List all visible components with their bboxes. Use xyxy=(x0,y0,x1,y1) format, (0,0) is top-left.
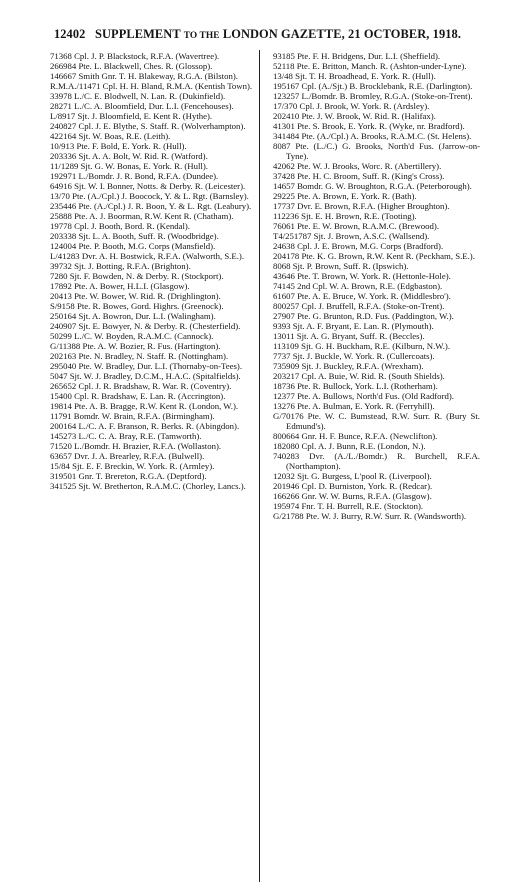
honour-entry: 146667 Smith Gnr. T. H. Blakeway, R.G.A. (Bilston). xyxy=(50,71,238,81)
honour-entry: 341525 Sjt. W. Bretherton, R.A.M.C. (Chorley, Lancs.). xyxy=(50,481,246,491)
honour-entry: 112236 Sjt. E. H. Brown, R.E. (Tooting). xyxy=(273,211,417,221)
honour-entry: 5047 Sjt. W. J. Bradley, D.C.M., H.A.C. (Spitalfields). xyxy=(50,371,241,381)
honour-entry: 800664 Gnr. H. F. Bunce, R.F.A. (Newclifton). xyxy=(273,431,438,441)
honour-entry: 240827 Cpl. J. E. Blythe, S. Staff. R. (Wolverhampton). xyxy=(50,121,246,131)
honour-entry: 735909 Sjt. J. Buckley, R.F.A. (Wrexham). xyxy=(273,361,424,371)
honour-entry: 93185 Pte. F. H. Bridgens, Dur. L.I. (Sheffield). xyxy=(273,51,441,61)
column-divider xyxy=(259,50,260,882)
honour-entry: 202410 Pte. J. W. Brook, W. Rid. R. (Halifax). xyxy=(273,111,436,121)
honour-entry: 13/70 Pte. (A./Cpl.) J. Boocock, Y. & L. Rgt. (Barnsley). xyxy=(50,191,249,201)
honour-entry: 19778 Cpl. J. Booth, Bord. R. (Kendal). xyxy=(50,221,190,231)
honour-entry: 12032 Sjt. G. Burgess, L'pool R. (Liverpool). xyxy=(273,471,432,481)
honour-entry: 27907 Pte. G. Brunton, R.D. Fus. (Paddington, W.). xyxy=(273,311,454,321)
honour-entry: 8068 Sjt. P. Brown, Suff. R. (Ipswich). xyxy=(273,261,409,271)
honour-entry: 200164 L./C. A. F. Branson, R. Berks. R. (Abingdon). xyxy=(50,421,240,431)
honour-entry: L/41283 Dvr. A. H. Bostwick, R.F.A. (Walworth, S.E.). xyxy=(50,251,245,261)
honour-entry: 61607 Pte. A. E. Bruce, W. York. R. (Middlesbro'). xyxy=(273,291,451,301)
honour-entry: 29225 Pte. A. Brown, E. York. R. (Bath). xyxy=(273,191,417,201)
honour-entry: 235446 Pte. (A./Cpl.) J. R. Boon, Y. & L. Rgt. (Leabury). xyxy=(50,201,252,211)
honour-entry: 50299 L./C. W. Boyden, R.A.M.C. (Cannock). xyxy=(50,331,214,341)
honour-entry: 7737 Sjt. J. Buckle, W. York. R. (Cullercoats). xyxy=(273,351,435,361)
header-title-part2: TO THE xyxy=(183,31,220,41)
honour-entry: 8087 Pte. (L./C.) G. Brooks, North'd Fus. (Jarrow-on-Tyne). xyxy=(273,141,480,161)
honour-entry: 17737 Dvr. E. Brown, R.F.A. (Higher Broughton). xyxy=(273,201,450,211)
honour-entry: 203336 Sjt. A. A. Bolt, W. Rid. R. (Watford). xyxy=(50,151,208,161)
honour-entry: 800257 Cpl. J. Bruffell, R.F.A. (Stoke-on-Trent). xyxy=(273,301,445,311)
honour-entry: 17892 Pte. A. Bower, H.L.I. (Glasgow). xyxy=(50,281,190,291)
honour-entry: 37428 Pte. H. C. Broom, Suff. R. (King's Cross). xyxy=(273,171,445,181)
honour-entry: 240907 Sjt. E. Bowyer, N. & Derby. R. (Chesterfield). xyxy=(50,321,241,331)
page-number: 12402 xyxy=(53,27,86,41)
honour-entry: 13/48 Sjt. T. H. Broadhead, E. York. R. (Hull). xyxy=(273,71,436,81)
honour-entry: 10/913 Pte. F. Bold, E. York. R. (Hull). xyxy=(50,141,187,151)
honour-entry: 19814 Pte. A. B. Bragge, R.W. Kent R. (London, W.). xyxy=(50,401,239,411)
honour-entry: 28271 L./C. A. Bloomfield, Dur. L.I. (Fencehouses). xyxy=(50,101,234,111)
honour-entry: 24638 Cpl. J. E. Brown, M.G. Corps (Bradford). xyxy=(273,241,444,251)
honour-entry: 41301 Pte. S. Brook, E. York. R. (Wyke, nr. Bradford). xyxy=(273,121,465,131)
honour-entry: 123257 L./Bomdr. B. Bromley, R.G.A. (Stoke-on-Trent). xyxy=(273,91,473,101)
left-column xyxy=(50,51,255,491)
header-title-part1: SUPPLEMENT xyxy=(95,27,181,41)
honour-entry: 42062 Pte. W. J. Brooks, Worc. R. (Abertillery). xyxy=(273,161,442,171)
honour-entry: 195974 Fnr. T. H. Burrell, R.E. (Stockton). xyxy=(273,501,424,511)
honour-entry: S/9158 Pte. R. Bowes, Gord. Highrs. (Greenock). xyxy=(50,301,224,311)
honour-entry: 319501 Gnr. T. Brereton, R.G.A. (Deptford). xyxy=(50,471,207,481)
honour-entry: 250164 Sjt. A. Bowron, Dur. L.I. (Walingham). xyxy=(50,311,216,321)
honour-entry: 11791 Bomdr. W. Brain, R.F.A. (Birmingham). xyxy=(50,411,215,421)
honour-entry: 71520 L./Bomdr. H. Brazier, R.F.A. (Wollaston). xyxy=(50,441,222,451)
honour-entry: 201946 Cpl. D. Burniston, York. R. (Redcar). xyxy=(273,481,433,491)
honour-entry: 166266 Gnr. W. W. Burns, R.F.A. (Glasgow). xyxy=(273,491,432,501)
honour-entry: 265652 Cpl. J. R. Bradshaw, R. War. R. (Coventry). xyxy=(50,381,232,391)
honour-entry: 52118 Pte. E. Britton, Manch. R. (Ashton-under-Lyne). xyxy=(273,61,467,71)
honour-entry: 64916 Sjt. W. I. Bonner, Notts. & Derby. R. (Leicester). xyxy=(50,181,246,191)
honour-entry: G/21788 Pte. W. J. Burry, R.W. Surr. R. (Wandsworth). xyxy=(273,511,467,521)
honour-entry: 74145 2nd Cpl. W. A. Brown, R.E. (Edgbaston). xyxy=(273,281,443,291)
honour-entry: 15/84 Sjt. E. F. Breckin, W. York. R. (Armley). xyxy=(50,461,215,471)
honour-entry: 203338 Sjt. L. A. Booth, Suff. R. (Woodbridge). xyxy=(50,231,219,241)
honour-entry: 12377 Pte. A. Bullows, North'd Fus. (Old Radford). xyxy=(273,391,454,401)
honour-entry: 195167 Cpl. (A./Sjt.) B. Brocklebank, R.E. (Darlington). xyxy=(273,81,473,91)
honour-entry: 740283 Dvr. (A./L./Bomdr.) R. Burchell, R.F.A. (Northampton). xyxy=(273,451,480,471)
honour-entry: 76061 Pte. E. W. Brown, R.A.M.C. (Brewood). xyxy=(273,221,440,231)
honour-entry: 20413 Pte. W. Bower, W. Rid. R. (Drighlington). xyxy=(50,291,221,301)
right-column xyxy=(273,51,480,521)
honour-entry: 9393 Sjt. A. F. Bryant, E. Lan. R. (Plymouth). xyxy=(273,321,434,331)
honour-entry: T4/251787 Sjt. J. Brown, A.S.C. (Wallsend). xyxy=(273,231,430,241)
honour-entry: 182080 Cpl. A. J. Bunn, R.E. (London, N.). xyxy=(273,441,426,451)
honour-entry: 124004 Pte. P. Booth, M.G. Corps (Mansfield). xyxy=(50,241,216,251)
honour-entry: 33978 L./C. E. Blodwell, N. Lan. R. (Dukinfield). xyxy=(50,91,226,101)
honour-entry: 341484 Pte. (A./Cpl.) A. Brooks, R.A.M.C. (St. Helens). xyxy=(273,131,472,141)
honour-entry: G/70176 Pte. W. C. Bumstead, R.W. Surr. R. (Bury St. Edmund's). xyxy=(273,411,480,431)
honour-entry: 204178 Pte. K. G. Brown, R.W. Kent R. (Peckham, S.E.). xyxy=(273,251,475,261)
honour-entry: 266984 Pte. L. Blackwell, Ches. R. (Glossop). xyxy=(50,61,213,71)
header-title-part3: LONDON GAZETTE, 21 OCTOBER, 1918. xyxy=(222,27,462,41)
honour-entry: 14657 Bomdr. G. W. Broughton, R.G.A. (Peterborough). xyxy=(273,181,472,191)
honour-entry: 63657 Dvr. J. A. Brearley, R.F.A. (Bulwell). xyxy=(50,451,205,461)
honour-entry: 11/1289 Sjt. G. W. Bonas, E. York. R. (Hull). xyxy=(50,161,208,171)
honour-entry: 43646 Pte. T. Brown, W. York. R. (Hettonle-Hole). xyxy=(273,271,451,281)
honour-entry: 13276 Pte. A. Bulman, E. York. R. (Ferryhill). xyxy=(273,401,435,411)
honour-entry: 71368 Cpl. J. P. Blackstock, R.F.A. (Wavertree). xyxy=(50,51,220,61)
honour-entry: G/11388 Pte. A. W. Bozier, R. Fus. (Hartington). xyxy=(50,341,221,351)
honour-entry: 203217 Cpl. A. Buie, W. Rid. R. (South Shields). xyxy=(273,371,445,381)
honour-entry: 113109 Sjt. G. H. Buckham, R.E. (Kilburn, N.W.). xyxy=(273,341,451,351)
honour-entry: 422164 Sjt. W. Boas, R.E. (Leith). xyxy=(50,131,171,141)
honour-entry: 13011 Sjt. A. G. Bryant, Suff. R. (Beccles). xyxy=(273,331,425,341)
honour-entry: 202163 Pte. N. Bradley, N. Staff. R. (Nottingham). xyxy=(50,351,229,361)
honour-entry: 192971 L./Bomdr. J. R. Bond, R.F.A. (Dundee). xyxy=(50,171,219,181)
page-header xyxy=(0,27,515,42)
honour-entry: 39732 Sjt. J. Botting, R.F.A. (Brighton). xyxy=(50,261,191,271)
honour-entry: 17/370 Cpl. J. Brook, W. York. R. (Ardsley). xyxy=(273,101,430,111)
honour-entry: 18736 Pte. R. Bullock, York. L.I. (Rotherham). xyxy=(273,381,438,391)
honour-entry: L/8917 Sjt. J. Bloomfield, E. Kent R. (Hythe). xyxy=(50,111,213,121)
honour-entry: 145273 L./C. C. A. Bray, R.E. (Tamworth). xyxy=(50,431,202,441)
honour-entry: 295040 Pte. W. Bradley, Dur. L.I. (Thornaby-on-Tees). xyxy=(50,361,243,371)
honour-entry: 15400 Cpl. R. Bradshaw, E. Lan. R. (Accrington). xyxy=(50,391,226,401)
honour-entry: 25888 Pte. A. J. Boorman, R.W. Kent R. (Chatham). xyxy=(50,211,234,221)
honour-entry: R.M.A./11471 Cpl. H. H. Bland, R.M.A. (Kentish Town). xyxy=(50,81,253,91)
honour-entry: 7280 Sjt. F. Bowden, N. & Derby. R. (Stockport). xyxy=(50,271,224,281)
